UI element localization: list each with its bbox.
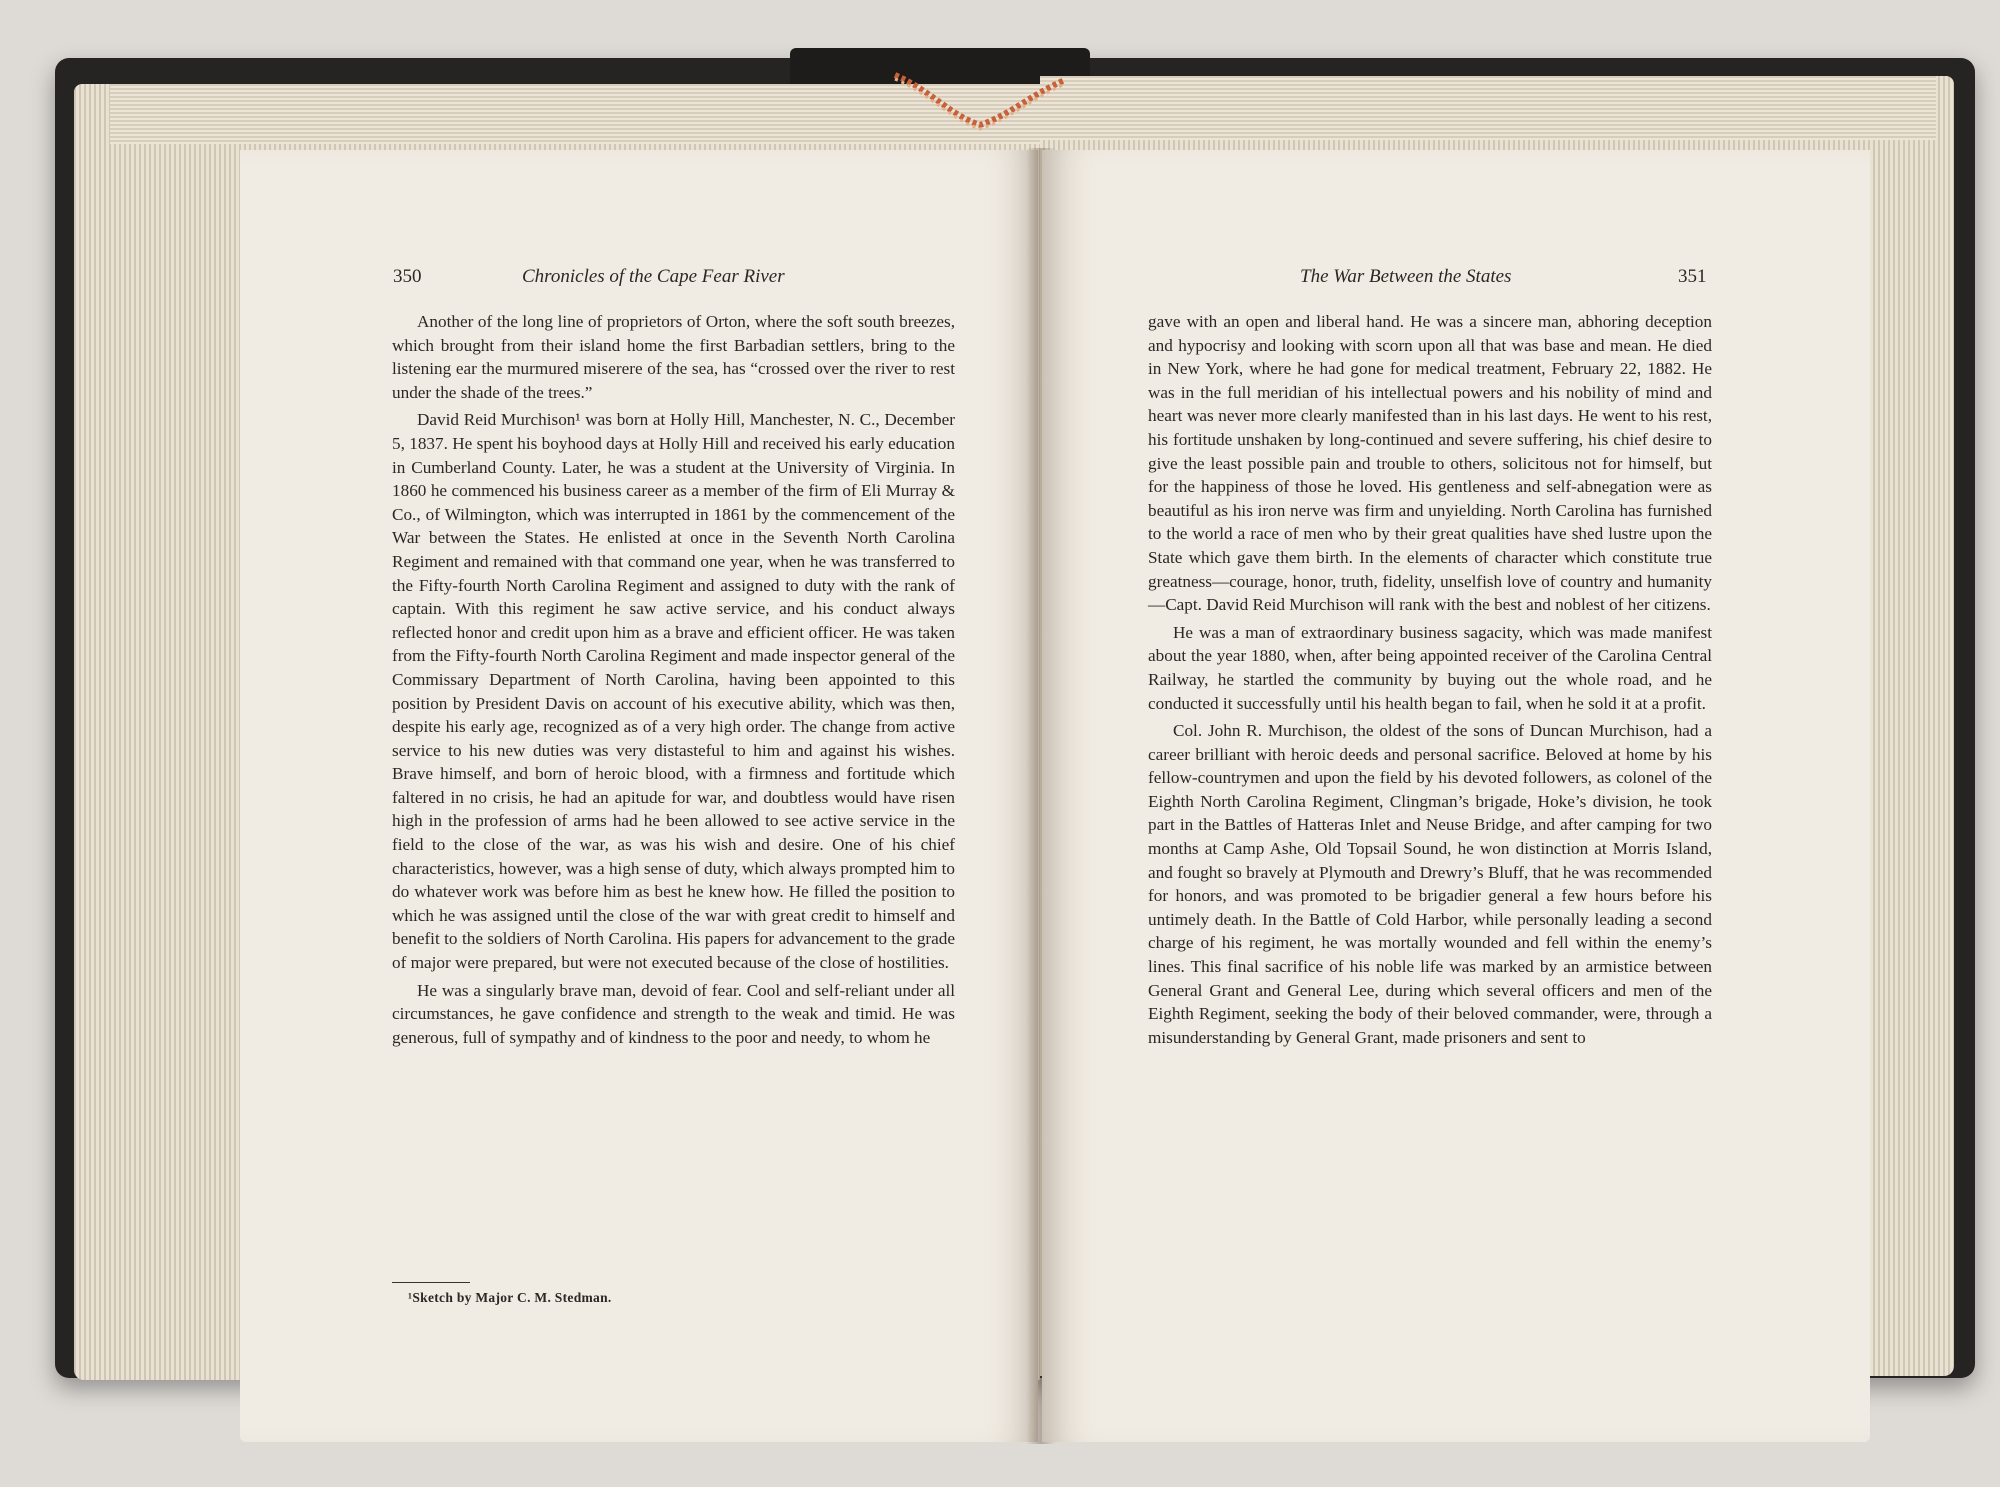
paragraph: He was a man of extraordinary business sagacity, which was made manifest about the year 1880, when, after being appointed receiver of the Carolina Central Railway, he startled the community by buying out the whole road, and he conducted it successfully until his health began to fail, when he sold it at a profit.	[1148, 622, 1712, 713]
footnote-rule	[392, 1282, 470, 1283]
top-edge-right	[1040, 76, 1936, 140]
page-number: 351	[1678, 266, 1707, 287]
bookmark-ribbon	[890, 70, 1070, 140]
page-body	[392, 310, 955, 1049]
page-number: 350	[393, 266, 422, 287]
page-body	[1148, 310, 1712, 1049]
running-head: Chronicles of the Cape Fear River	[522, 266, 785, 287]
left-page	[240, 150, 1038, 1442]
footnote: ¹Sketch by Major C. M. Stedman.	[408, 1290, 612, 1305]
running-head: The War Between the States	[1300, 266, 1512, 287]
paragraph: Col. John R. Murchison, the oldest of the sons of Duncan Murchison, had a career brilliant with heroic deeds and personal sacrifice. Beloved at home by his fellow-countrymen and upon the field by his devoted followers, as colonel of the Eighth North Carolina Regiment, Clingman’s brigade, Hoke’s division, he took part in the Battles of Hatteras Inlet and Neuse Bridge, and after camping for two months at Camp Ashe, Old Topsail Sound, he won distinction at Morris Island, and fought so bravely at Plymouth and Drewry’s Bluff, that he was recommended for honors, and was promoted to be brigadier general a few hours before his untimely death. In the Battle of Cold Harbor, while personally leading a second charge of his regiment, he was mortally wounded and fell within the enemy’s lines. This final sacrifice of his noble life was marked by an armistice between General Grant and General Lee, during which several officers and men of the Eighth Regiment, seeking the body of their beloved commander, were, through a misunderstanding by General Grant, made prisoners and sent to	[1148, 721, 1712, 1047]
paragraph: Another of the long line of proprietors of Orton, where the soft south breezes, which brought from their island home the first Barbadian settlers, bring to the listening ear the murmured miserere of the sea, has “crossed over the river to rest under the shade of the trees.”	[392, 312, 955, 402]
paragraph: gave with an open and liberal hand. He was a sincere man, abhoring deception and hypocrisy and looking with scorn upon all that was base and mean. He died in New York, where he had gone for medical treatment, February 22, 1882. He was in the full meridian of his intellectual powers and his nobility of mind and heart was never more clearly manifested than in his last days. He went to his rest, his fortitude unshaken by long-continued and severe suffering, his chief desire to give the least possible pain and trouble to others, solicitous not for himself, but for the happiness of those he loved. His gentleness and self-abnegation were as beautiful as his iron nerve was firm and unyielding. North Carolina has furnished to the world a race of men who by their great qualities have shed lustre upon the State which gave them birth. In the elements of character which constitute true greatness—courage, honor, truth, fidelity, unselfish love of country and humanity—Capt. David Reid Murchison will rank with the best and noblest of her citizens.	[1148, 312, 1712, 615]
right-page	[1042, 150, 1870, 1442]
paragraph: David Reid Murchison¹ was born at Holly Hill, Manchester, N. C., December 5, 1837. He spent his boyhood days at Holly Hill and received his early education in Cumberland County. Later, he was a student at the University of Virginia. In 1860 he commenced his business career as a member of the firm of Eli Murray & Co., of Wilmington, which was interrupted in 1861 by the commencement of the War between the States. He enlisted at once in the Seventh North Carolina Regiment and remained with that command one year, when he was transferred to the Fifty-fourth North Carolina Regiment and assigned to duty with the rank of captain. With this regiment he saw active service, and his conduct always reflected honor and credit upon him as a brave and efficient officer. He was taken from the Fifty-fourth North Carolina Regiment and made inspector general of the Commissary Department of North Carolina, having been appointed to this position by President Davis on account of his executive ability, which was then, despite his early age, recognized as of a very high order. The change from active service to his new duties was very distasteful to him and against his wishes. Brave himself, and born of heroic blood, with a firmness and fortitude which faltered in no crisis, he had an apitude for war, and doubtless would have risen high in the profession of arms had he been allowed to see active service in the field to the close of the war, as was his wish and desire. One of his chief characteristics, however, was a high sense of duty, which always prompted him to do whatever work was before him as best he knew how. He filled the position to which he was assigned until the close of the war with great credit to himself and benefit to the soldiers of North Carolina. His papers for advancement to the grade of major were prepared, but were not executed because of the close of hostilities.	[392, 410, 955, 973]
paragraph: He was a singularly brave man, devoid of fear. Cool and self-reliant under all circumstances, he gave confidence and strength to the weak and timid. He was generous, full of sympathy and of kindness to the poor and needy, to whom he	[392, 980, 955, 1047]
